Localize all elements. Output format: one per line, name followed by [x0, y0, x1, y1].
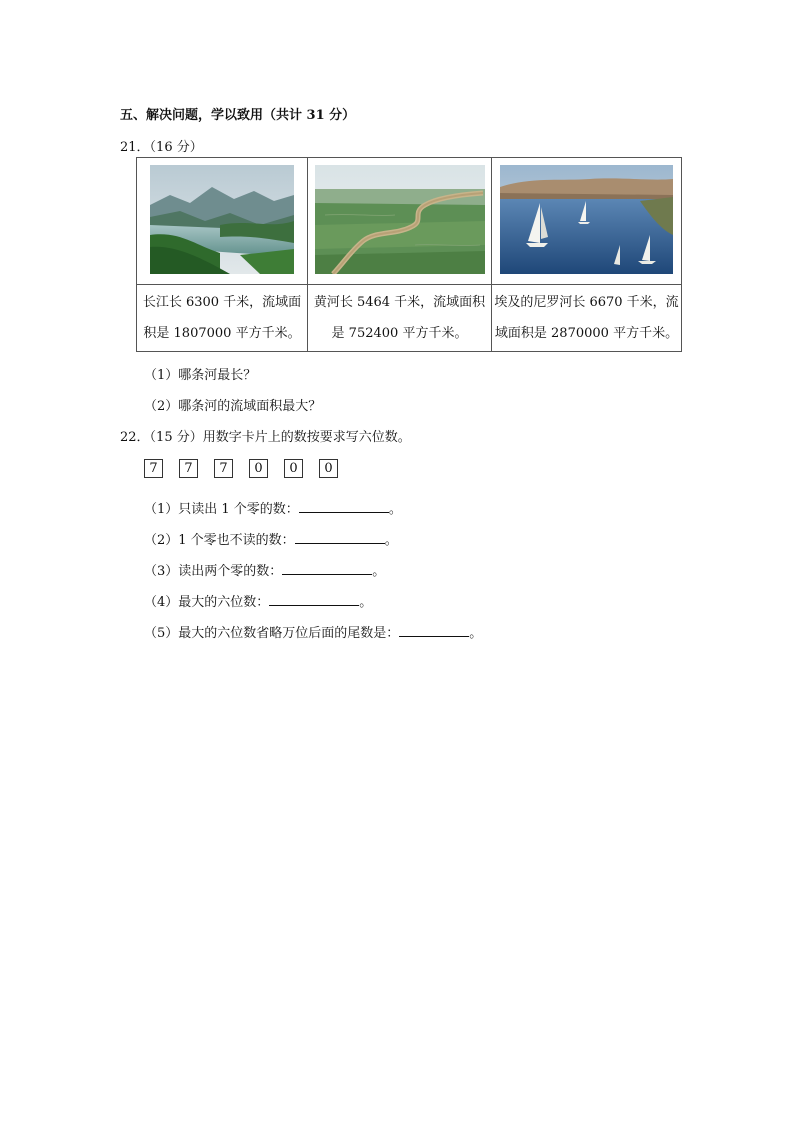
question-22-sub-2: [144, 529, 398, 548]
answer-blank-4[interactable]: [269, 592, 359, 606]
nile-info-line1: 埃及的尼罗河长 6670 千米，流: [494, 295, 679, 310]
sub-4-label: （4）最大的六位数：: [144, 595, 270, 610]
sub-3-end: 。: [372, 564, 386, 579]
table-cell-photo-nile: [492, 158, 682, 285]
sub-1-end: 。: [388, 502, 402, 517]
yangtze-info-line2: 积是 1807000 平方千米。: [143, 326, 301, 341]
table-cell-yellow-river-info: [308, 285, 492, 352]
question-22-header: 22．（15 分）用数字卡片上的数按要求写六位数。: [120, 430, 411, 445]
answer-blank-3[interactable]: [282, 561, 372, 575]
table-cell-photo-yangtze: [137, 158, 308, 285]
answer-blank-2[interactable]: [295, 530, 385, 544]
yellow-river-info-line2: 是 752400 平方千米。: [331, 326, 468, 341]
question-21-header: 21．（16 分）: [120, 140, 203, 155]
sub-2-end: 。: [384, 533, 398, 548]
nile-river-sailboats-photo: [500, 165, 673, 278]
question-21-sub-2: （2）哪条河的流域面积最大？: [144, 399, 322, 414]
digit-card: 0: [319, 459, 338, 478]
sub-4-end: 。: [359, 595, 373, 610]
question-22-sub-1: [144, 498, 402, 517]
sub-5-end: 。: [469, 626, 483, 641]
digit-card: 7: [144, 459, 163, 478]
digit-card: 7: [179, 459, 198, 478]
rivers-table: [136, 157, 682, 352]
digit-card: 0: [249, 459, 268, 478]
table-cell-yangtze-info: [137, 285, 308, 352]
question-22-sub-3: [144, 560, 385, 579]
yellow-river-info-line1: 黄河长 5464 千米，流域面积: [313, 295, 486, 310]
answer-blank-5[interactable]: [399, 623, 469, 637]
sub-3-label: （3）读出两个零的数：: [144, 564, 283, 579]
yellow-river-delta-photo: [315, 165, 485, 278]
nile-info-line2: 域面积是 2870000 平方千米。: [494, 326, 679, 341]
question-22-sub-4: [144, 591, 372, 610]
sub-2-label: （2）1 个零也不读的数：: [144, 533, 295, 548]
sub-1-label: （1）只读出 1 个零的数：: [144, 502, 299, 517]
sub-5-label: （5）最大的六位数省略万位后面的尾数是：: [144, 626, 400, 641]
yangtze-river-gorge-photo: [150, 165, 294, 278]
question-21-sub-1: （1）哪条河最长？: [144, 368, 257, 383]
question-22-sub-5: [144, 622, 482, 641]
table-cell-nile-info: [492, 285, 682, 352]
section-title: 五、解决问题，学以致用（共计 31 分）: [120, 108, 356, 123]
answer-blank-1[interactable]: [299, 499, 389, 513]
digit-card: 7: [214, 459, 233, 478]
digit-card: 0: [284, 459, 303, 478]
yangtze-info-line1: 长江长 6300 千米，流域面: [142, 295, 302, 310]
table-cell-photo-yellow-river: [308, 158, 492, 285]
